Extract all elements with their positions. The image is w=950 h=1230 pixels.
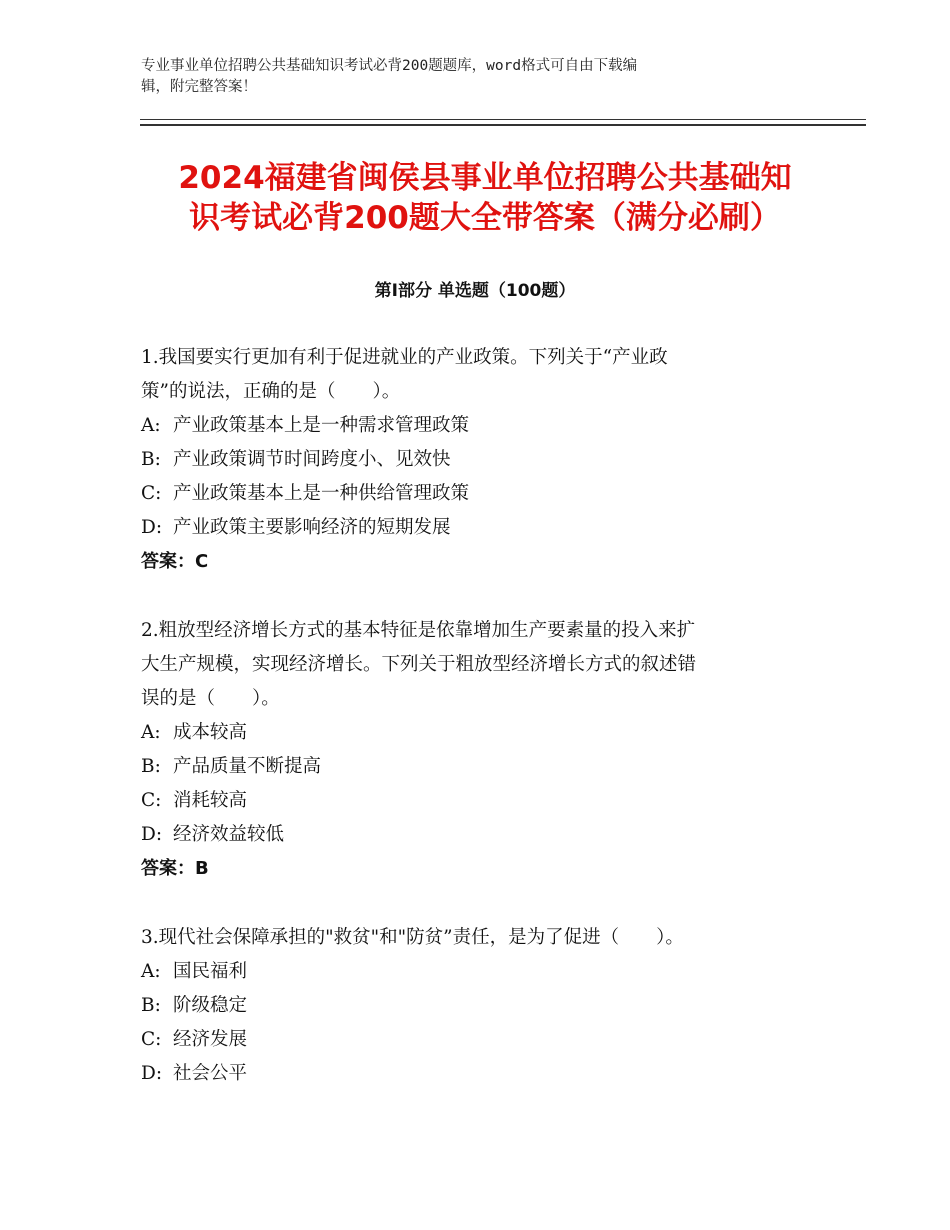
option-letter: D: [141, 1063, 163, 1084]
option-text: 国民福利 [173, 961, 248, 982]
question-line: 1.我国要实行更加有利于促进就业的产业政策。下列关于“产业政 [141, 347, 668, 368]
option-d [141, 818, 801, 852]
option-text: 社会公平 [173, 1063, 248, 1084]
question-line: 大生产规模，实现经济增长。下列关于粗放型经济增长方式的叙述错 [141, 654, 697, 675]
option-c [141, 477, 801, 511]
option-text: 产业政策主要影响经济的短期发展 [173, 517, 451, 538]
option-a [141, 409, 801, 443]
option-text: 成本较高 [173, 722, 248, 743]
option-c [141, 784, 801, 818]
option-text: 产业政策基本上是一种供给管理政策 [173, 483, 470, 504]
question-line: 误的是（ ）。 [141, 688, 280, 709]
option-letter: B: [141, 756, 161, 777]
header-note [141, 56, 781, 98]
option-letter: B: [141, 449, 161, 470]
title-line: 2024福建省闽侯县事业单位招聘公共基础知 [178, 160, 792, 196]
question-text [141, 341, 801, 409]
option-a [141, 716, 801, 750]
option-letter: D: [141, 824, 163, 845]
answer-line: 答案：C [141, 551, 209, 572]
option-d [141, 511, 801, 545]
option-b [141, 443, 801, 477]
document-title [140, 158, 830, 238]
question-line: 2.粗放型经济增长方式的基本特征是依靠增加生产要素量的投入来扩 [141, 620, 696, 641]
option-letter: B: [141, 995, 161, 1016]
option-c [141, 1023, 801, 1057]
header-note-line: 辑，附完整答案！ [141, 79, 257, 95]
title-line: 识考试必背200题大全带答案（满分必刷） [189, 200, 781, 236]
option-letter: C: [141, 483, 162, 504]
answer-line: 答案：B [141, 858, 209, 879]
header-divider [140, 119, 866, 126]
option-text: 产业政策调节时间跨度小、见效快 [173, 449, 451, 470]
option-text: 阶级稳定 [173, 995, 248, 1016]
question-line: 3.现代社会保障承担的"救贫"和"防贫”责任，是为了促进（ ）。 [141, 927, 684, 948]
option-letter: C: [141, 1029, 162, 1050]
option-text: 产业政策基本上是一种需求管理政策 [173, 415, 470, 436]
header-note-line: 专业事业单位招聘公共基础知识考试必背200题题库，word格式可自由下载编 [141, 58, 638, 74]
option-text: 消耗较高 [173, 790, 248, 811]
option-letter: D: [141, 517, 163, 538]
question-text [141, 921, 821, 955]
option-b [141, 750, 801, 784]
option-letter: A: [141, 961, 161, 982]
option-letter: A: [141, 722, 161, 743]
option-b [141, 989, 801, 1023]
option-letter: A: [141, 415, 161, 436]
option-a [141, 955, 801, 989]
section-heading: 第Ⅰ部分 单选题（100题） [374, 281, 576, 301]
question-text [141, 614, 801, 716]
option-text: 产品质量不断提高 [173, 756, 322, 777]
option-letter: C: [141, 790, 162, 811]
option-text: 经济效益较低 [173, 824, 285, 845]
option-d [141, 1057, 801, 1091]
option-text: 经济发展 [173, 1029, 248, 1050]
question-line: 策”的说法，正确的是（ ）。 [141, 381, 401, 402]
